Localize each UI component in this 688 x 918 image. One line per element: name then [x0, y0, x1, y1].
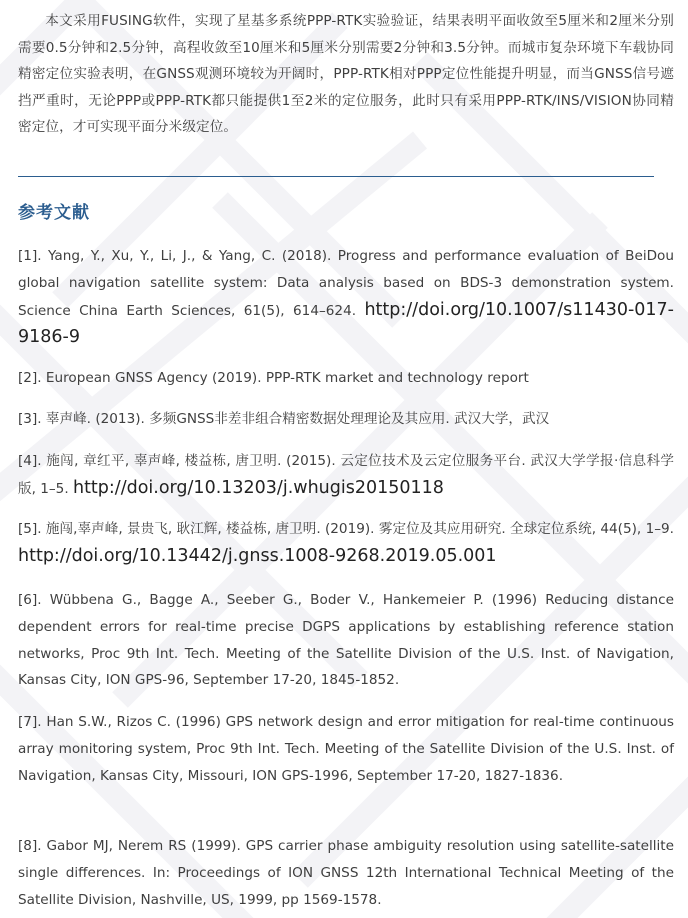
- reference-item-8: [18, 833, 674, 913]
- reference-text: [6]. Wübbena G., Bagge A., Seeber G., Boder V., Hankemeier P. (1996) Reducing distance dependent errors for real-time precise DGPS applications by establishing reference station networks, Proc 9th Int. Tech. Meeting of the Satellite Division of the U.S. Inst. of Navigation, Kansas City, ION GPS-96, September 17-20, 1845-1852.: [18, 592, 674, 689]
- references-heading: 参考文献: [18, 203, 90, 223]
- reference-text: [2]. European GNSS Agency (2019). PPP-RTK market and technology report: [18, 370, 529, 386]
- reference-item-4: [18, 448, 674, 503]
- reference-doi-link[interactable]: http://doi.org/10.13203/j.whugis20150118: [72, 477, 444, 498]
- reference-text: [7]. Han S.W., Rizos C. (1996) GPS network design and error mitigation for real-time continuous array monitoring system, Proc 9th Int. Tech. Meeting of the Satellite Division of the U.S. Inst. of Navigation, Kansas City, Missouri, ION GPS-1996, September 17-20, 1827-1836.: [18, 714, 674, 784]
- reference-doi-link[interactable]: http://doi.org/10.1007/s11430-017-9186-9: [18, 299, 674, 348]
- reference-item-1: [18, 243, 674, 352]
- reference-item-6: [18, 587, 674, 694]
- reference-text: [3]. 辜声峰. (2013). 多频GNSS非差非组合精密数据处理理论及其应用. 武汉大学，武汉: [18, 411, 550, 427]
- conclusion-paragraph: 本文采用FUSING软件，实现了星基多系统PPP-RTK实验验证，结果表明平面收敛至5厘米和2厘米分别需要0.5分钟和2.5分钟，高程收敛至10厘米和5厘米分别需要2分钟和3.5分钟。而城市复杂环境下车载协同精密定位实验表明，在GNSS观测环境较为开阔时，PPP-RTK相对PPP定位性能提升明显，而当GNSS信号遮挡严重时，无论PPP或PPP-RTK都只能提供1至2米的定位服务，此时只有采用PPP-RTK/INS/VISION协同精密定位，才可实现平面分米级定位。: [18, 13, 674, 136]
- section-divider: [18, 176, 654, 177]
- reference-text: [4]. 施闯, 章红平, 辜声峰, 楼益栋, 唐卫明. (2015). 云定位技术及云定位服务平台. 武汉大学学报·信息科学版, 1–5.: [18, 453, 674, 497]
- reference-text: [8]. Gabor MJ, Nerem RS (1999). GPS carrier phase ambiguity resolution using satellite-satellite single differences. In: Proceedings of ION GNSS 12th International Technical Meeting of the Satellite Division, Nashville, US, 1999, pp 1569-1578.: [18, 838, 674, 908]
- reference-doi-link[interactable]: http://doi.org/10.13442/j.gnss.1008-9268.2019.05.001: [18, 545, 497, 566]
- reference-item-7: [18, 709, 674, 789]
- reference-item-5: [18, 516, 674, 571]
- reference-text: [5]. 施闯,辜声峰, 景贵飞, 耿江辉, 楼益栋, 唐卫明. (2019). 雾定位及其应用研究. 全球定位系统, 44(5), 1–9.: [18, 521, 674, 537]
- reference-text: [1]. Yang, Y., Xu, Y., Li, J., & Yang, C. (2018). Progress and performance evaluation of BeiDou global navigation satellite system: Data analysis based on BDS-3 demonstration system. Science China Earth Sciences, 61(5), 614–624.: [18, 248, 674, 319]
- reference-item-3: [18, 406, 674, 433]
- reference-item-2: [18, 365, 674, 392]
